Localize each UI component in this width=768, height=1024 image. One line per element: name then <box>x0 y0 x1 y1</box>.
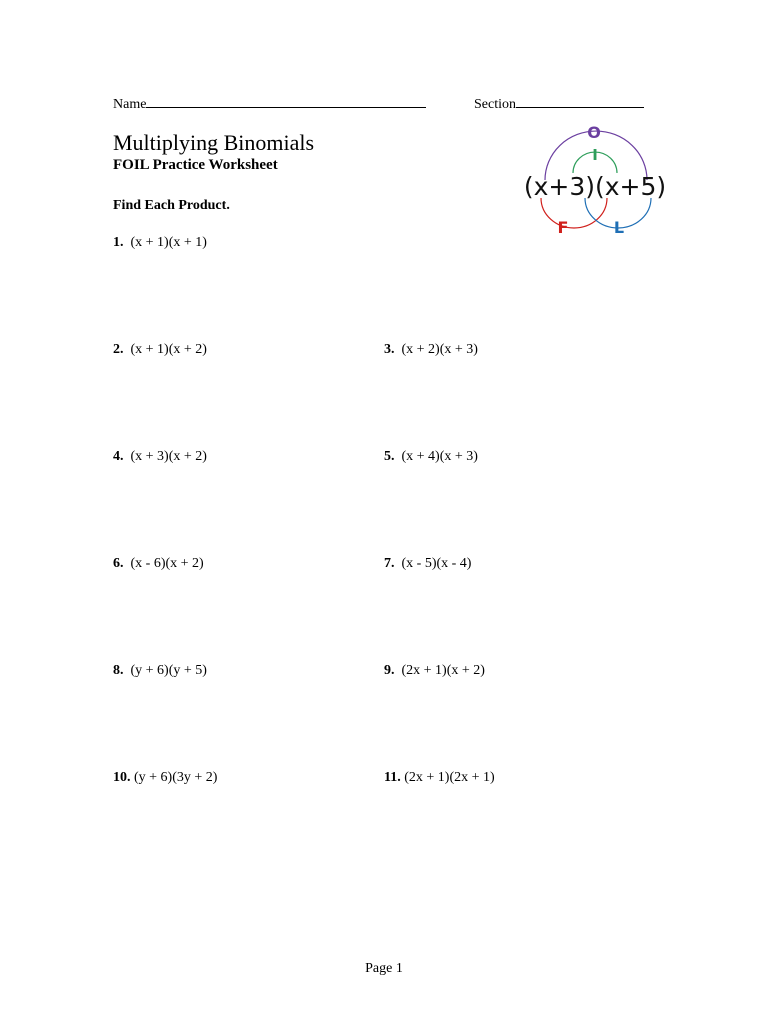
problem-expression: (x + 1)(x + 2) <box>130 342 207 357</box>
foil-diagram <box>525 118 665 243</box>
problem-2 <box>113 342 207 358</box>
problem-number: 6. <box>113 556 124 571</box>
page-subtitle: FOIL Practice Worksheet <box>113 157 278 173</box>
problem-number: 4. <box>113 449 124 464</box>
foil-expression: (x+3)(x+5) <box>525 172 665 201</box>
problem-expression: (y + 6)(3y + 2) <box>134 770 218 785</box>
name-field <box>113 95 426 113</box>
problem-9 <box>384 663 485 679</box>
problem-number: 8. <box>113 663 124 678</box>
problem-expression: (x - 5)(x - 4) <box>401 556 472 571</box>
instruction-text: Find Each Product. <box>113 198 230 213</box>
foil-letter-o: O <box>587 123 601 142</box>
page-number: Page 1 <box>365 961 403 976</box>
problem-number: 11. <box>384 770 401 785</box>
problem-expression: (x + 3)(x + 2) <box>130 449 207 464</box>
problem-expression: (x - 6)(x + 2) <box>130 556 204 571</box>
problem-7 <box>384 556 471 572</box>
problem-1 <box>113 235 207 251</box>
problem-5 <box>384 449 478 465</box>
foil-diagram-svg <box>525 118 665 243</box>
foil-letter-i: I <box>592 146 598 164</box>
page-title: Multiplying Binomials <box>113 130 315 155</box>
problem-6 <box>113 556 204 572</box>
problem-10 <box>113 770 217 786</box>
problem-number: 7. <box>384 556 395 571</box>
problem-expression: (2x + 1)(2x + 1) <box>404 770 495 785</box>
problem-expression: (x + 2)(x + 3) <box>401 342 478 357</box>
problem-number: 5. <box>384 449 395 464</box>
problem-expression: (2x + 1)(x + 2) <box>401 663 485 678</box>
problem-number: 1. <box>113 235 124 250</box>
section-field <box>474 95 644 113</box>
first-arc <box>541 198 607 228</box>
problem-8 <box>113 663 207 679</box>
section-label: Section <box>474 97 516 112</box>
problem-expression: (y + 6)(y + 5) <box>130 663 207 678</box>
foil-letter-l: L <box>613 218 625 237</box>
problem-4 <box>113 449 207 465</box>
name-underline[interactable] <box>146 95 426 108</box>
name-label: Name <box>113 97 147 112</box>
problem-number: 2. <box>113 342 124 357</box>
section-underline[interactable] <box>516 95 644 108</box>
problem-3 <box>384 342 478 358</box>
problem-11 <box>384 770 495 786</box>
problem-number: 9. <box>384 663 395 678</box>
foil-letter-f: F <box>557 218 569 237</box>
problem-expression: (x + 4)(x + 3) <box>401 449 478 464</box>
problem-expression: (x + 1)(x + 1) <box>130 235 207 250</box>
problem-number: 10. <box>113 770 131 785</box>
problem-number: 3. <box>384 342 395 357</box>
